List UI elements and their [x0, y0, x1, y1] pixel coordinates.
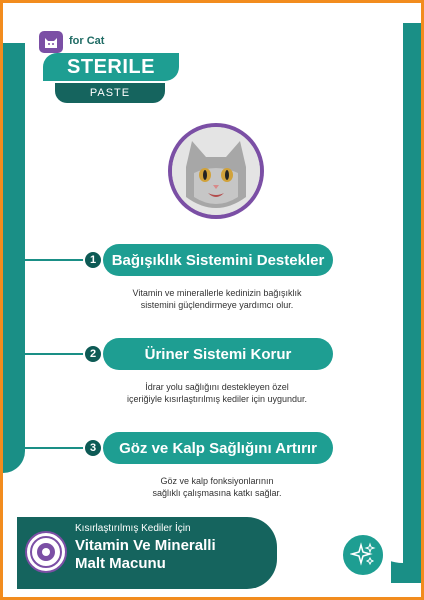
- feature-3-number: 3: [83, 438, 103, 458]
- left-band: [3, 43, 25, 473]
- feature-2-number: 2: [83, 344, 103, 364]
- feature-3-description: [97, 475, 337, 499]
- feature-1-number: 1: [83, 250, 103, 270]
- feature-2-title-pill: [103, 338, 333, 370]
- footer-subtitle: Kısırlaştırılmış Kediler İçin: [75, 523, 191, 534]
- feature-2-description-line-1: İdrar yolu sağlığını destekleyen özel: [145, 382, 289, 392]
- product-name-badge: [43, 53, 179, 81]
- feature-2-connector: [25, 353, 85, 355]
- feature-3-title: Göz ve Kalp Sağlığını Artırır: [119, 439, 317, 457]
- brand-label: for Cat: [69, 35, 105, 47]
- feature-1-description-line-1: Vitamin ve minerallerle kedinizin bağışıklık: [132, 288, 302, 298]
- footer-title-line-1: Vitamin Ve Mineralli: [75, 537, 216, 554]
- cat-photo: [172, 127, 260, 215]
- feature-3-connector: [25, 447, 85, 449]
- feature-1-title: Bağışıklık Sistemini Destekler: [111, 251, 325, 269]
- feature-2-title: Üriner Sistemi Korur: [144, 345, 292, 363]
- right-band-cutout: [363, 23, 403, 563]
- feature-1-title-pill: [103, 244, 333, 276]
- feature-3-title-pill: [103, 432, 333, 464]
- footer-title: [75, 537, 216, 573]
- footer-title-line-2: Malt Macunu: [75, 555, 166, 572]
- cat-head-icon: [39, 31, 63, 53]
- product-type-badge: [55, 83, 165, 103]
- feature-2-description-line-2: içeriğiyle kısırlaştırılmış kediler için uygundur.: [126, 394, 308, 404]
- feature-1-description-line-2: sistemini güçlendirmeye yardımcı olur.: [140, 300, 294, 310]
- feature-2-description: [97, 381, 337, 405]
- seal-logo: [25, 531, 67, 573]
- feature-1-description: [97, 287, 337, 311]
- feature-1-connector: [25, 259, 85, 261]
- feature-3-description-line-2: sağlıklı çalışmasına katkı sağlar.: [152, 488, 282, 498]
- product-type: PASTE: [89, 87, 131, 99]
- sparkle-icon: [341, 533, 385, 577]
- feature-3-description-line-1: Göz ve kalp fonksiyonlarının: [160, 476, 274, 486]
- product-name: STERILE: [67, 55, 155, 78]
